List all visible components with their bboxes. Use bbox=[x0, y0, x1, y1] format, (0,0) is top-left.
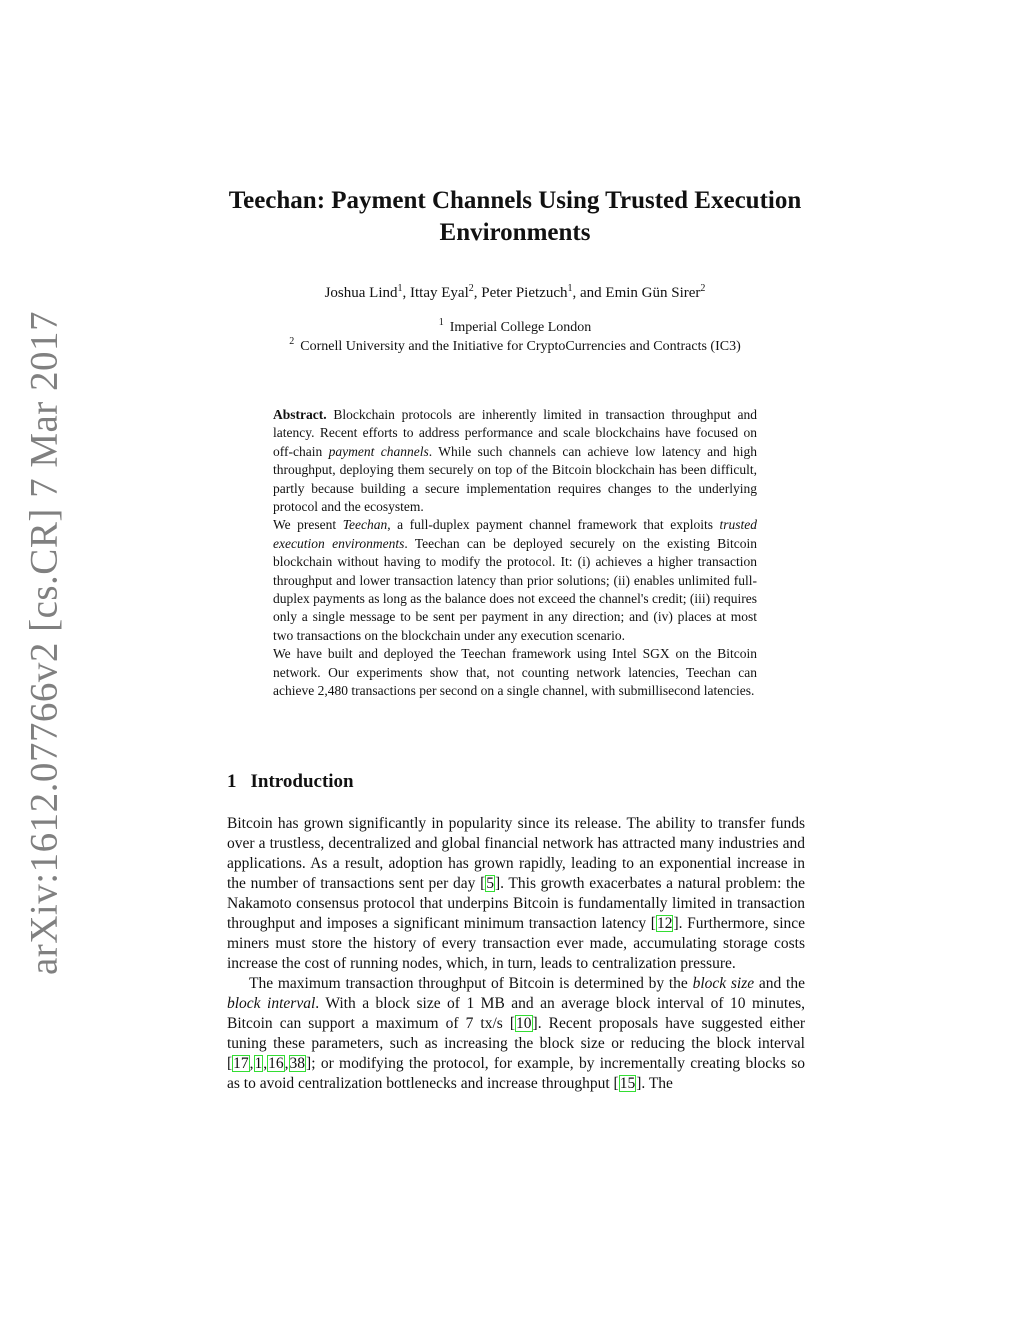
abstract-paragraph: We present Teechan, a full-duplex payment channel framework that exploits trusted execution environments. Teechan can be deployed securely on the existing Bitcoin blockchain without having to modify the protocol. It: (i) achieves a higher transaction throughput and lower transaction latency than prior solutions; (ii) enables unlimited full-duplex payments as long as the balance does not exceed the channel's credit; (iii) requires only a single message to be sent per payment in any direction; and (iv) places at most two transactions on the blockchain under any execution scenario. bbox=[273, 517, 758, 643]
section-number: 1 bbox=[227, 771, 237, 792]
author-affiliation-mark: 2 bbox=[468, 283, 474, 294]
body-paragraph: The maximum transaction throughput of Bitcoin is determined by the block size and the block interval. With a block size of 1 MB and an average block interval of 10 minutes, Bitcoin can support a maximum of 7 tx/s [10]. Recent proposals have suggested either tuning these parameters, such as increasing the block size or reducing the block interval [17,1,16,38]; or modifying the protocol, for example, by incrementally creating blocks so as to avoid centralization bottlenecks and increase throughput [15]. The bbox=[227, 975, 805, 1092]
author-list: Joshua Lind$^1$, Ittay Eyal$^2$, Peter Pietzuch$^1$, and Emin Gün Sirer$^2$ bbox=[324, 283, 706, 301]
section-body bbox=[227, 814, 805, 1094]
author-name: Joshua Lind bbox=[324, 285, 398, 301]
author-name: Peter Pietzuch bbox=[481, 285, 568, 301]
citation-link[interactable]: 17 bbox=[233, 1055, 249, 1072]
arxiv-id: arXiv:1612.07766v2 [cs.CR] 7 Mar 2017 bbox=[22, 310, 66, 976]
affiliation-item: $^1$ Imperial College London bbox=[438, 317, 592, 335]
paper-title: Teechan: Payment Channels Using Trusted Execution Environments bbox=[228, 187, 802, 246]
author-name: Ittay Eyal bbox=[410, 285, 469, 301]
abstract-paragraph: Abstract. Blockchain protocols are inherently limited in transaction throughput and latency. Recent efforts to address performance and scale blockchains have focused on off-chain payment channels. While such channels can achieve low latency and high throughput, deploying them securely on top of the Bitcoin blockchain has been difficult, partly because building a secure implementation requires changes to the underlying protocol and the ecosystem. bbox=[273, 407, 758, 515]
affiliation-item: $^2$ Cornell University and the Initiative for CryptoCurrencies and Contracts (IC3) bbox=[289, 336, 741, 354]
citation-link[interactable]: 1 bbox=[254, 1055, 263, 1072]
abstract-label: Abstract. bbox=[273, 407, 327, 422]
author-name: Emin Gün Sirer bbox=[605, 285, 701, 301]
citation-link[interactable]: 16 bbox=[268, 1055, 284, 1072]
author-affiliation-mark: 2 bbox=[700, 283, 706, 294]
citation-link[interactable]: 5 bbox=[486, 875, 494, 892]
citation-link[interactable]: 10 bbox=[516, 1015, 532, 1032]
citation-link[interactable]: 15 bbox=[619, 1075, 636, 1092]
abstract-paragraph: We have built and deployed the Teechan framework using Intel SGX on the Bitcoin network. Our experiments show that, not counting network latencies, Teechan can achieve 2,480 transactions per second on a single channel, with submillisecond latencies. bbox=[273, 646, 757, 699]
citation-link[interactable]: 38 bbox=[289, 1055, 306, 1072]
author-affiliation-mark: 1 bbox=[567, 283, 573, 294]
citation-link[interactable]: 12 bbox=[656, 915, 673, 932]
body-paragraph: Bitcoin has grown significantly in popularity since its release. The ability to transfer funds over a trustless, decentralized and global financial network has attracted many industries and applications. As a result, adoption has grown rapidly, leading to an exponential increase in the number of transactions sent per day [5]. This growth exacerbates a natural problem: the Nakamoto consensus protocol that underpins Bitcoin is fundamentally limited in transaction throughput and imposes a significant minimum transaction latency [12]. Furthermore, since miners must store the history of every transaction ever made, accumulating storage costs increase the cost of running nodes, which, in turn, leads to centralization pressure. bbox=[227, 815, 806, 972]
affiliation-list bbox=[180, 318, 850, 356]
abstract bbox=[273, 406, 757, 701]
section-title: Introduction bbox=[250, 771, 354, 792]
section-heading bbox=[227, 771, 354, 793]
author-affiliation-mark: 1 bbox=[397, 283, 403, 294]
